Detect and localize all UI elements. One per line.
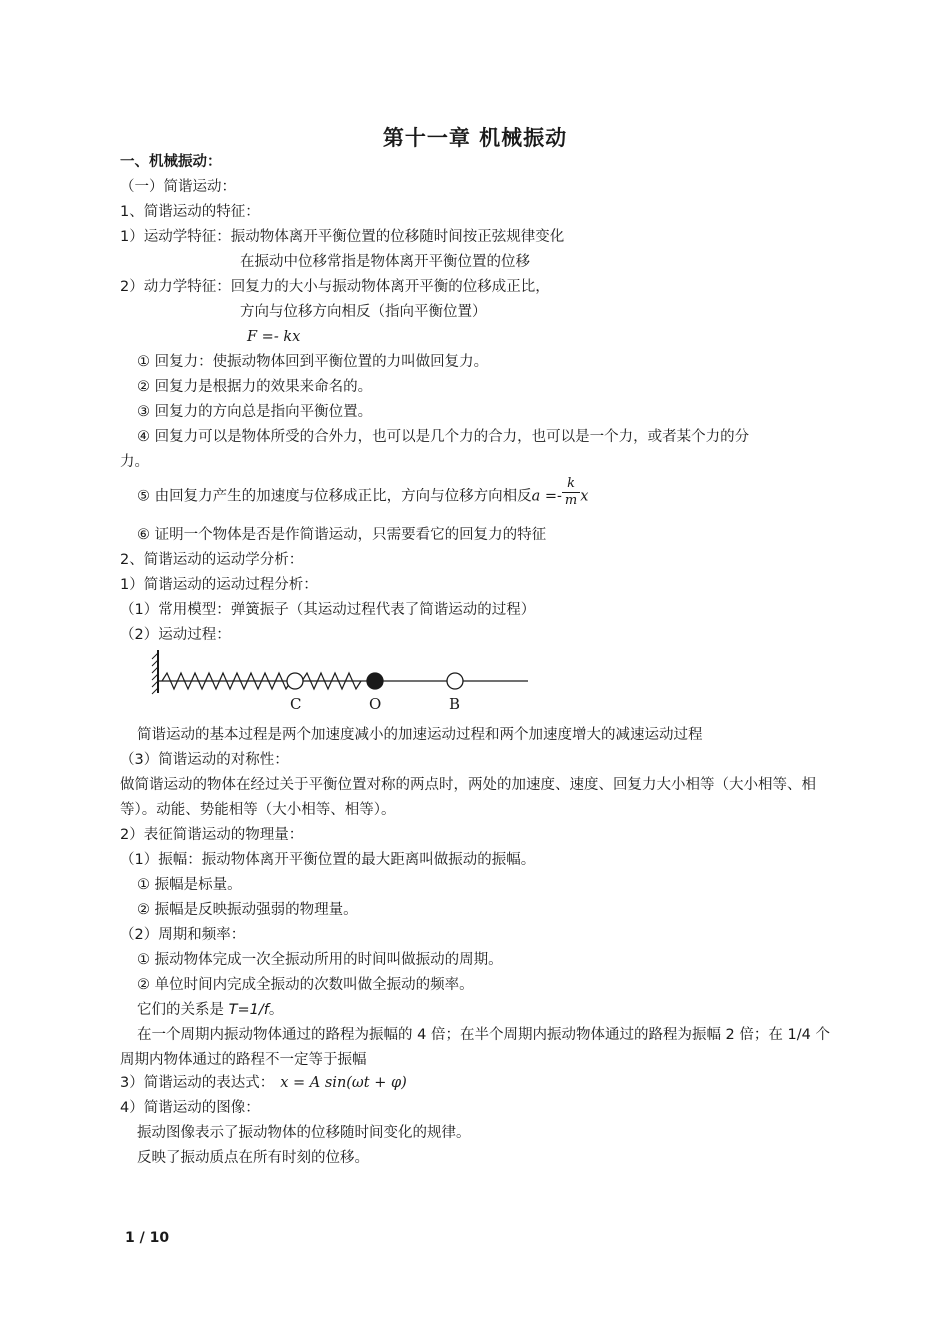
paragraph: 做简谐运动的物体在经过关于平衡位置对称的两点时，两处的加速度、速度、回复力大小相等（大小相等、相等）。动能、势能相等（大小相等、相等）。 [120,777,816,818]
paragraph: （1）振幅：振动物体离开平衡位置的最大距离叫做振动的振幅。 [120,852,536,868]
paragraph: 反映了振动质点在所有时刻的位移。 [137,1150,369,1166]
paragraph: （3）简谐运动的对称性： [120,752,289,768]
list-item: ④ 回复力可以是物体所受的合外力，也可以是几个力的合力，也可以是一个力，或者某个力的分 [137,429,750,445]
paragraph: （2）运动过程： [120,627,231,643]
spring-oscillator-diagram [150,645,540,715]
page-title: 第十一章 机械振动 [382,126,568,150]
paragraph: 简谐运动的基本过程是两个加速度减小的加速运动过程和两个加速度增大的减速运动过程 [137,727,703,743]
paragraph: 1）运动学特征：振动物体离开平衡位置的位移随时间按正弦规律变化 [120,229,565,245]
fraction-numerator: k [562,476,580,493]
paragraph: （1）常用模型：弹簧振子（其运动过程代表了简谐运动的过程） [120,602,536,618]
list-item-text: ⑤ 由回复力产生的加速度与位移成正比，方向与位移方向相反 [137,488,532,505]
label-o: O [369,695,382,713]
subsection-heading: （一）简谐运动： [120,179,236,195]
paragraph: 1）简谐运动的运动过程分析： [120,577,318,593]
relation-suffix: 。 [268,1002,284,1018]
paragraph: 4）简谐运动的图像： [120,1100,260,1116]
paragraph: 振动图像表示了振动物体的位移随时间变化的规律。 [137,1125,471,1141]
list-item: ③ 回复力的方向总是指向平衡位置。 [137,404,373,420]
section-heading: 一、机械振动： [120,154,222,170]
list-item: ⑥ 证明一个物体是否是作简谐运动，只需要看它的回复力的特征 [137,527,547,543]
list-item: ① 振动物体完成一次全振动所用的时间叫做振动的周期。 [137,952,503,968]
fraction-denominator: m [564,493,578,508]
fraction-k-over-m [562,476,580,509]
paragraph: （2）周期和频率： [120,927,246,943]
page-number: 1 / 10 [125,1230,170,1246]
paragraph [120,1073,407,1093]
paragraph: 1、简谐运动的特征： [120,204,260,220]
label-c: C [290,695,302,713]
list-item-continued: 力。 [120,454,149,470]
list-item: ① 振幅是标量。 [137,877,242,893]
paragraph: 2、简谐运动的运动学分析： [120,552,304,568]
position-b-circle [447,673,463,689]
list-item: ① 回复力：使振动物体回到平衡位置的力叫做回复力。 [137,354,489,370]
paragraph: 2）表征简谐运动的物理量： [120,827,304,843]
formula-accel-lhs: a =- [531,488,562,505]
position-o-ball [367,673,383,689]
paragraph [137,1000,283,1020]
list-item: ② 振幅是反映振动强弱的物理量。 [137,902,358,918]
position-c-circle [287,673,303,689]
paragraph: 在一个周期内振动物体通过的路程为振幅的 4 倍；在半个周期内振动物体通过的路程为振幅 2 倍；在 1/4 个周期内物体通过的路程不一定等于振幅 [120,1027,830,1068]
paragraph: 方向与位移方向相反（指向平衡位置） [240,304,487,320]
list-item: ② 回复力是根据力的效果来命名的。 [137,379,373,395]
relation-prefix: 它们的关系是 [137,1002,229,1018]
list-item: ② 单位时间内完成全振动的次数叫做全振动的频率。 [137,977,474,993]
list-item [137,476,589,509]
paragraph: 2）动力学特征：回复力的大小与振动物体离开平衡的位移成正比， [120,279,550,295]
formula-accel-x: x [580,488,589,505]
expression-label: 3）简谐运动的表达式： [120,1075,275,1091]
formula-x-asin: x = A sin(ωt + φ) [280,1075,407,1091]
formula-t-1-over-f: T=1/f [228,1002,269,1018]
paragraph: 在振动中位移常指是物体离开平衡位置的位移 [240,254,530,270]
formula-f-kx: F =- kx [247,329,301,345]
label-b: B [449,695,461,713]
